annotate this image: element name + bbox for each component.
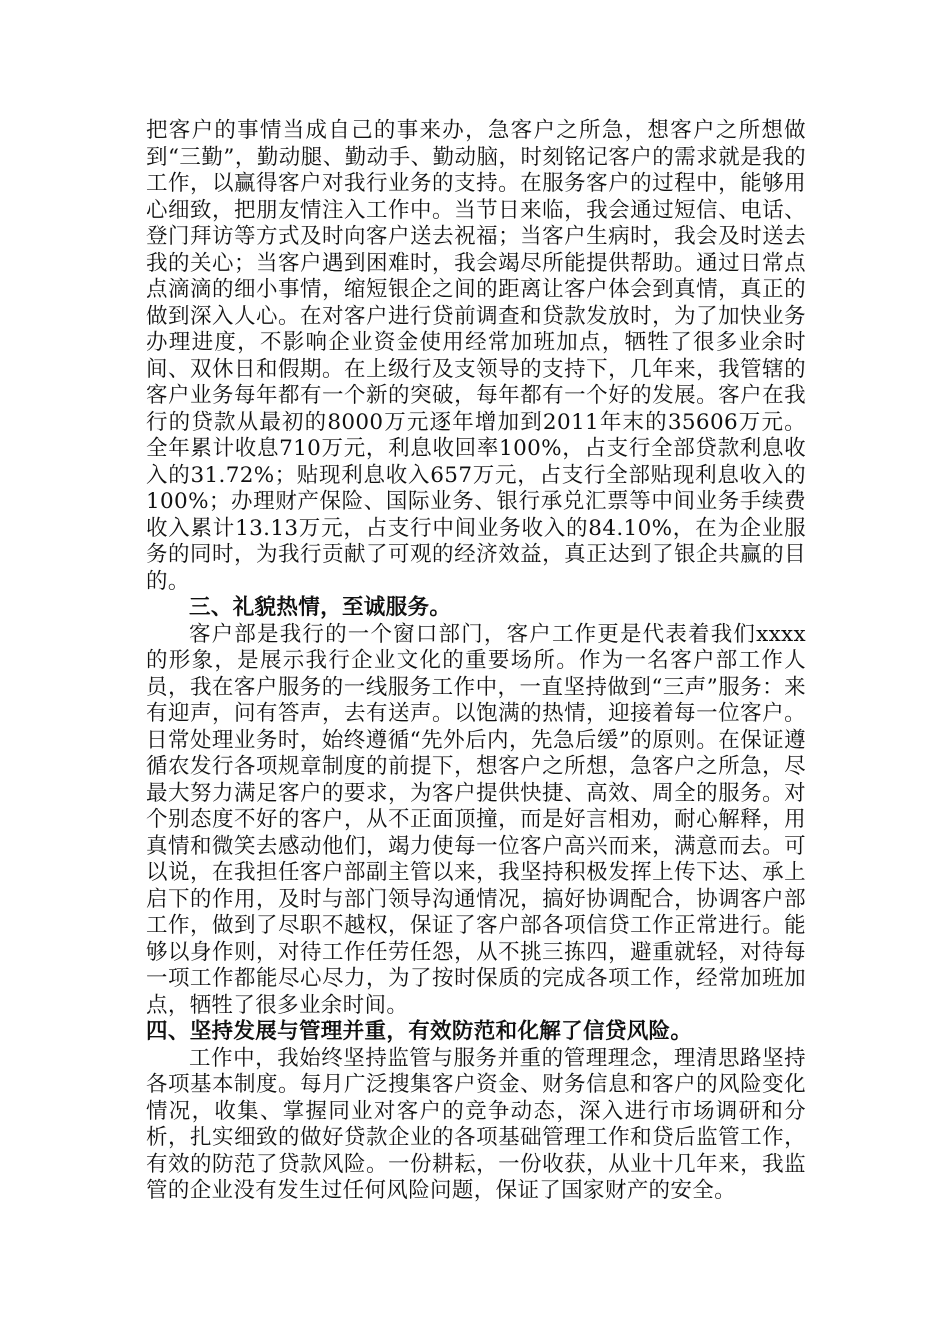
section-heading-4: 四、坚持发展与管理并重，有效防范和化解了信贷风险。 <box>146 1019 693 1044</box>
paragraph-customer-service: 把客户的事情当成自己的事来办，急客户之所急，想客户之所想做到“三勤”，勤动腿、勤动手、勤动脑，时刻铭记客户的需求就是我的工作，以赢得客户对我行业务的支持。在服务客户的过程中，能够用心细致，把朋友情注入工作中。当节日来临，我会通过短信、电话、登门拜访等方式及时向客户送去祝福；当客户生病时，我会及时送去我的关心；当客户遇到困难时，我会竭尽所能提供帮助。通过日常点点滴滴的细小事情，缩短银企之间的距离让客户体会到真情，真正的做到深入人心。在对客户进行贷前调查和贷款发放时，为了加快业务办理进度，不影响企业资金使用经常加班加点，牺牲了很多业余时间、双休日和假期。在上级行及支领导的支持下，几年来，我管辖的客户业务每年都有一个新的突破，每年都有一个好的发展。客户在我行的贷款从最初的8000万元逐年增加到2011年末的35606万元。全年累计收息710万元，利息收回率100%，占支行全部贷款利息收入的31.72%；贴现利息收入657万元，占支行全部贴现利息收入的100%；办理财产保险、国际业务、银行承兑汇票等中间业务手续费收入累计13.13万元，占支行中间业务收入的84.10%，在为企业服务的同时，为我行贡献了可观的经济效益，真正达到了银企共赢的目的。 <box>146 118 806 594</box>
paragraph-risk-management: 工作中，我始终坚持监管与服务并重的管理理念，理清思路坚持各项基本制度。每月广泛搜集客户资金、财务信息和客户的风险变化情况，收集、掌握同业对客户的竞争动态，深入进行市场调研和分析，扎实细致的做好贷款企业的各项基础管理工作和贷后监管工作，有效的防范了贷款风险。一份耕耘，一份收获，从业十几年来，我监管的企业没有发生过任何风险问题，保证了国家财产的安全。 <box>146 1045 806 1203</box>
section-heading-3: 三、礼貌热情，至诚服务。 <box>189 595 452 620</box>
document-body <box>146 118 806 1205</box>
paragraph-courtesy-service: 客户部是我行的一个窗口部门，客户工作更是代表着我们xxxx的形象，是展示我行企业文化的重要场所。作为一名客户部工作人员，我在客户服务的一线服务工作中，一直坚持做到“三声”服务：来有迎声，问有答声，去有送声。以饱满的热情，迎接着每一位客户。日常处理业务时，始终遵循“先外后内，先急后缓”的原则。在保证遵循农发行各项规章制度的前提下，想客户之所想，急客户之所急，尽最大努力满足客户的要求，为客户提供快捷、高效、周全的服务。对个别态度不好的客户，从不正面顶撞，而是好言相劝，耐心解释，用真情和微笑去感动他们，竭力使每一位客户高兴而来，满意而去。可以说，在我担任客户部副主管以来，我坚持积极发挥上传下达、承上启下的作用，及时与部门领导沟通情况，搞好协调配合，协调客户部工作，做到了尽职不越权，保证了客户部各项信贷工作正常进行。能够以身作则，对待工作任劳任怨，从不挑三拣四，避重就轻，对待每一项工作都能尽心尽力，为了按时保质的完成各项工作，经常加班加点，牺牲了很多业余时间。 <box>146 621 806 1018</box>
